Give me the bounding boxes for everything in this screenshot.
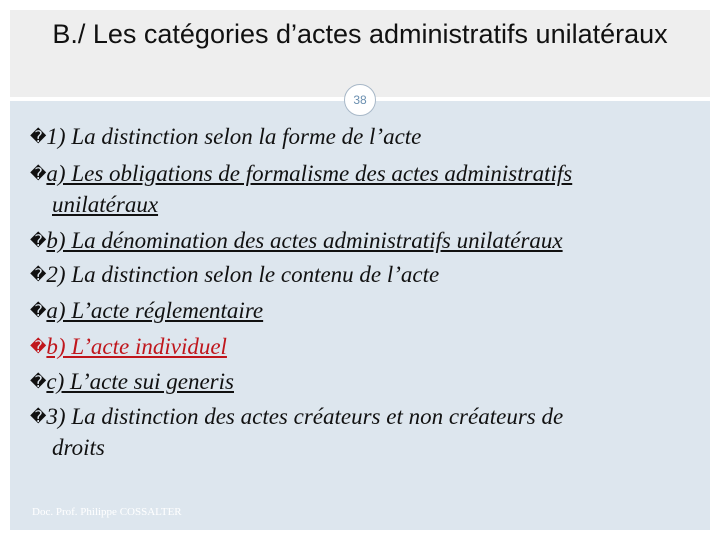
list-item-text: 2) La distinction selon le contenu de l’acte bbox=[46, 262, 440, 287]
bullet-icon: � bbox=[30, 372, 47, 391]
list-item bbox=[30, 295, 690, 326]
bullet-icon: � bbox=[30, 231, 47, 250]
list-item-text: 3) La distinction des actes créateurs et non créateurs de bbox=[46, 404, 564, 429]
list-item-continuation: unilatéraux bbox=[52, 192, 159, 217]
list-item-text: a) Les obligations de formalisme des actes administratifs bbox=[46, 161, 573, 186]
bullet-icon: � bbox=[30, 127, 47, 146]
slide-number-badge: 38 bbox=[344, 84, 376, 116]
list-item-text: b) La dénomination des actes administratifs unilatéraux bbox=[46, 228, 563, 253]
footer-text: Doc. Prof. Philippe COSSALTER bbox=[32, 506, 182, 518]
bullet-icon: � bbox=[30, 164, 47, 183]
list-item bbox=[30, 331, 690, 362]
bullet-icon: � bbox=[30, 265, 47, 284]
bullet-icon: � bbox=[30, 407, 47, 426]
list-item bbox=[30, 259, 690, 290]
list-item-text: 1) La distinction selon la forme de l’acte bbox=[46, 124, 422, 149]
list-item-continuation: droits bbox=[52, 435, 105, 460]
list-item bbox=[30, 401, 690, 463]
list-item bbox=[30, 225, 690, 256]
list-item-text: c) L’acte sui generis bbox=[46, 369, 234, 394]
bullet-icon: � bbox=[30, 301, 47, 320]
list-item bbox=[30, 158, 690, 220]
list-item-text: b) L’acte individuel bbox=[46, 334, 227, 359]
slide-title: B./ Les catégories d’actes administratifs unilatéraux bbox=[52, 19, 668, 49]
list-item bbox=[30, 121, 690, 152]
bullet-icon: � bbox=[30, 337, 47, 356]
list-item bbox=[30, 366, 690, 397]
list-item-text: a) L’acte réglementaire bbox=[46, 298, 264, 323]
